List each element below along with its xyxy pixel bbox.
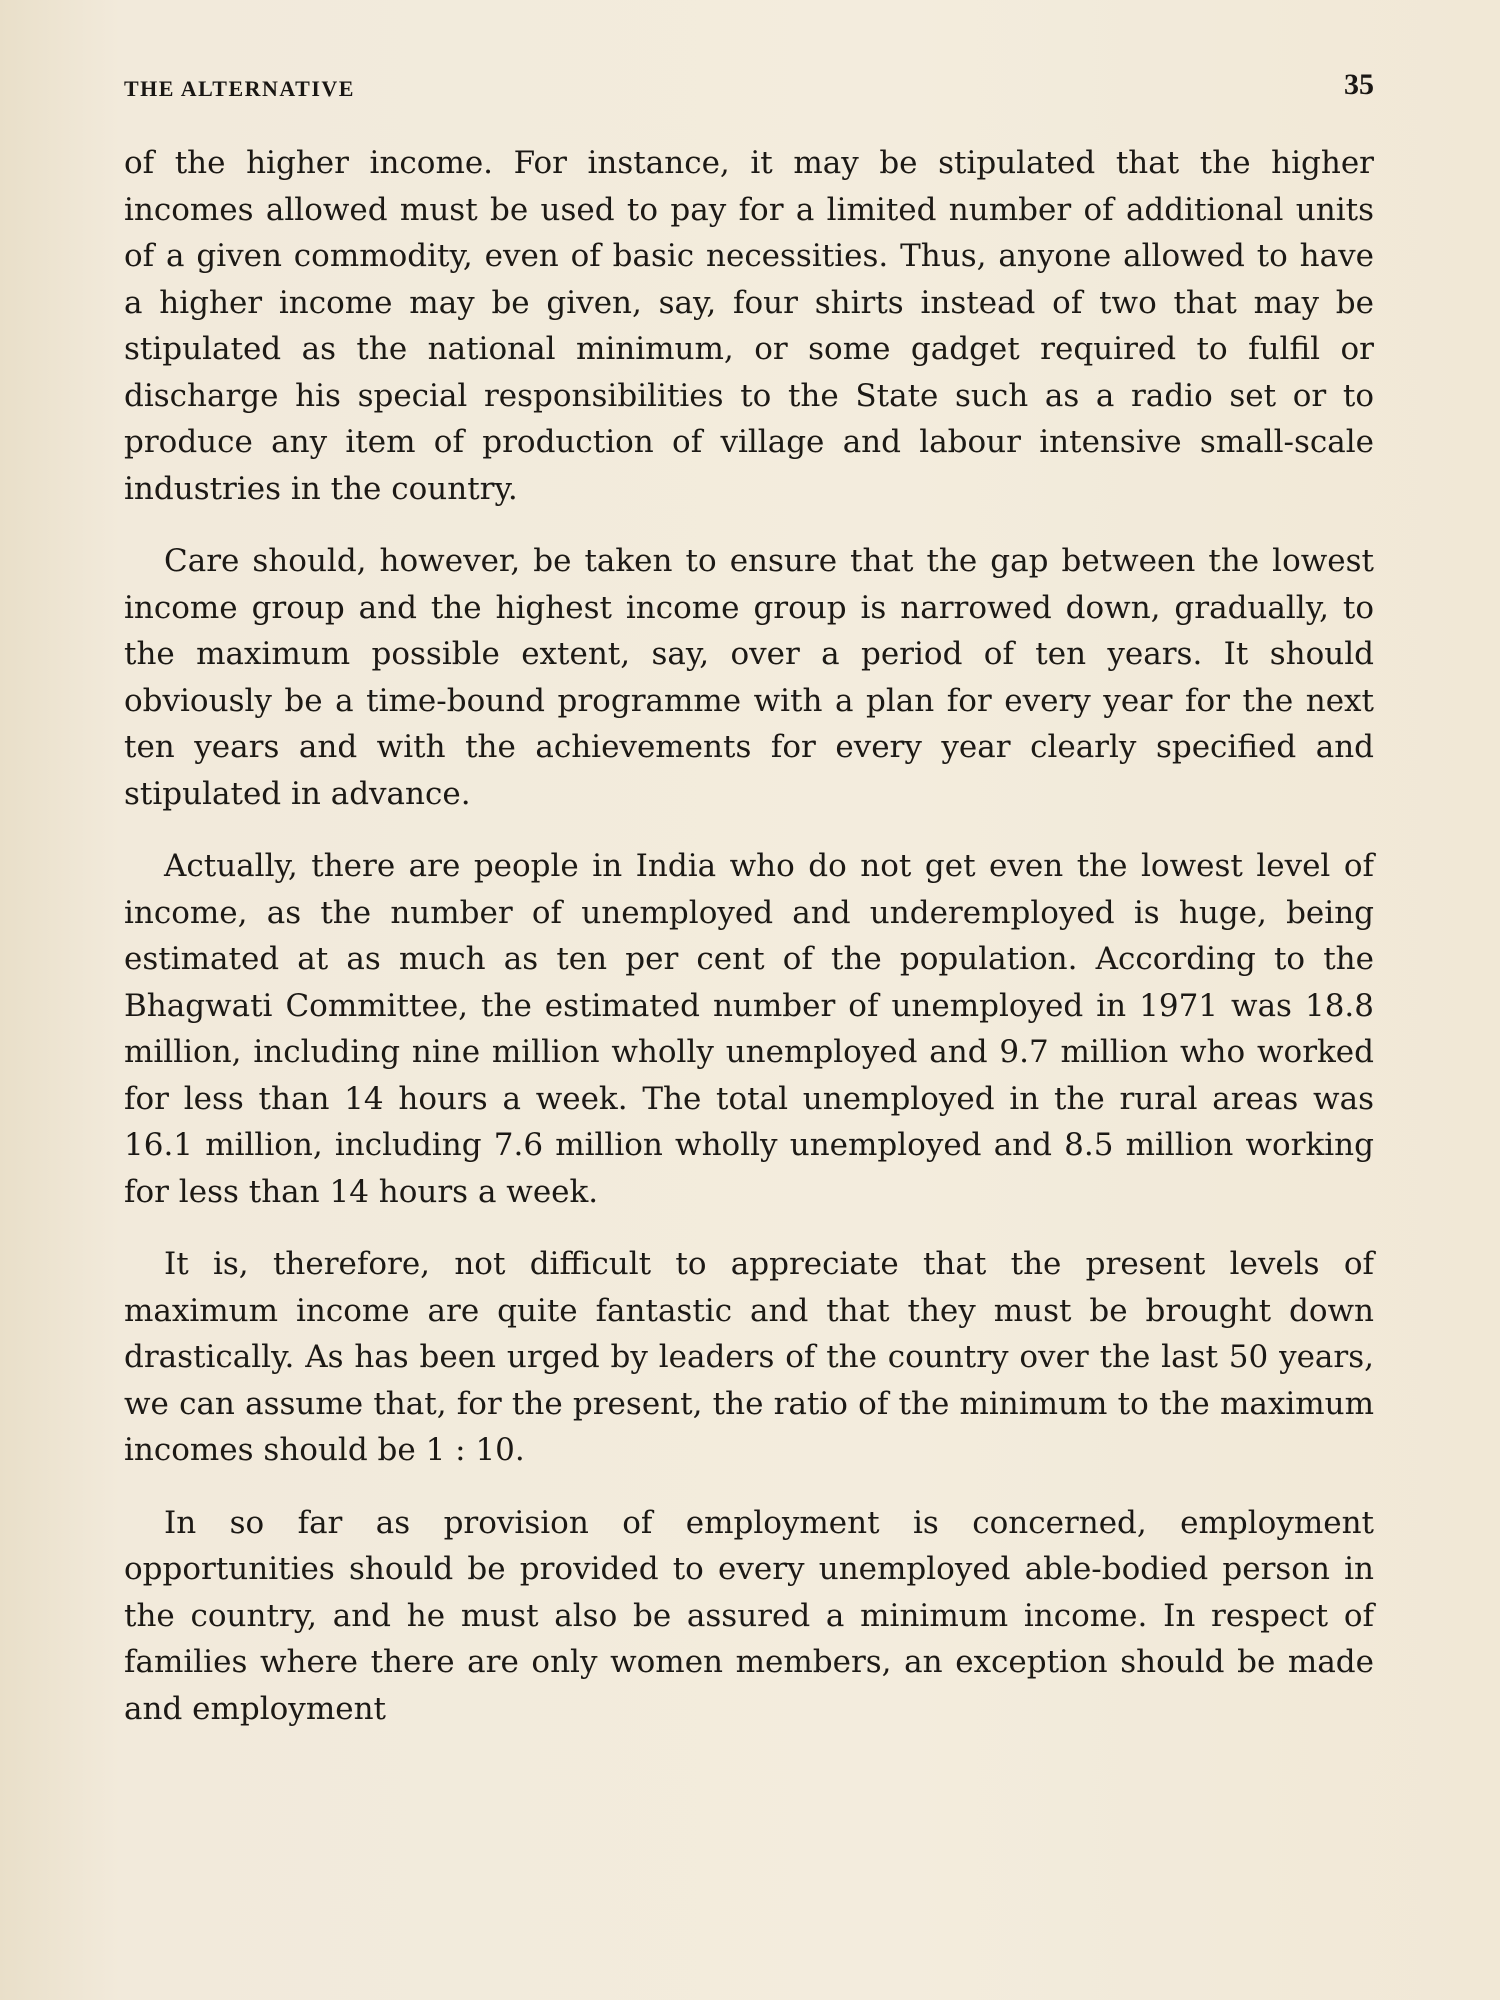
page-header <box>124 68 1374 108</box>
paragraph-continuation: of the higher income. For instance, it may be stipulated that the higher incomes allowed must be used to pay for a limited number of additional units of a given commodity, even of basic necessities. Thus, anyone allowed to have a higher income may be given, say, four shirts instead of two that may be stipulated as the national minimum, or some gadget required to fulfil or discharge his special responsibilities to the State such as a radio set or to produce any item of production of village and labour intensive small-scale industries in the country. <box>124 145 1374 507</box>
paragraph-unemployment: Actually, there are people in India who do not get even the lowest level of income, as the number of unemployed and underemployed is huge, being estimated at as much as ten per cent of the population. According to the Bhagwati Committee, the estimated number of unemployed in 1971 was 18.8 million, including nine million wholly unemployed and 9.7 million who worked for less than 14 hours a week. The total unemployed in the rural areas was 16.1 million, including 7.6 million wholly unemployed and 8.5 million working for less than 14 hours a week. <box>124 848 1374 1210</box>
running-head: THE ALTERNATIVE <box>124 76 355 101</box>
page-number: 35 <box>1344 68 1374 101</box>
paragraph-employment-provision: In so far as provision of employment is concerned, employment opportunities should be provided to every unemployed able-bodied person in the country, and he must also be assured a minimum income. In respect of families where there are only women members, an exception should be made and employment <box>124 1504 1374 1727</box>
paragraph-income-ratio: It is, therefore, not difficult to appreciate that the present levels of maximum income are quite fantastic and that they must be brought down drastically. As has been urged by leaders of the country over the last 50 years, we can assume that, for the present, the ratio of the minimum to the maximum incomes should be 1 : 10. <box>124 1246 1374 1468</box>
body-text <box>124 140 1374 1758</box>
paragraph-income-gap: Care should, however, be taken to ensure that the gap between the lowest income group and the highest income group is narrowed down, gradually, to the maximum possible extent, say, over a period of ten years. It should obviously be a time-bound programme with a plan for every year for the next ten years and with the achievements for every year clearly specified and stipulated in advance. <box>124 543 1374 812</box>
